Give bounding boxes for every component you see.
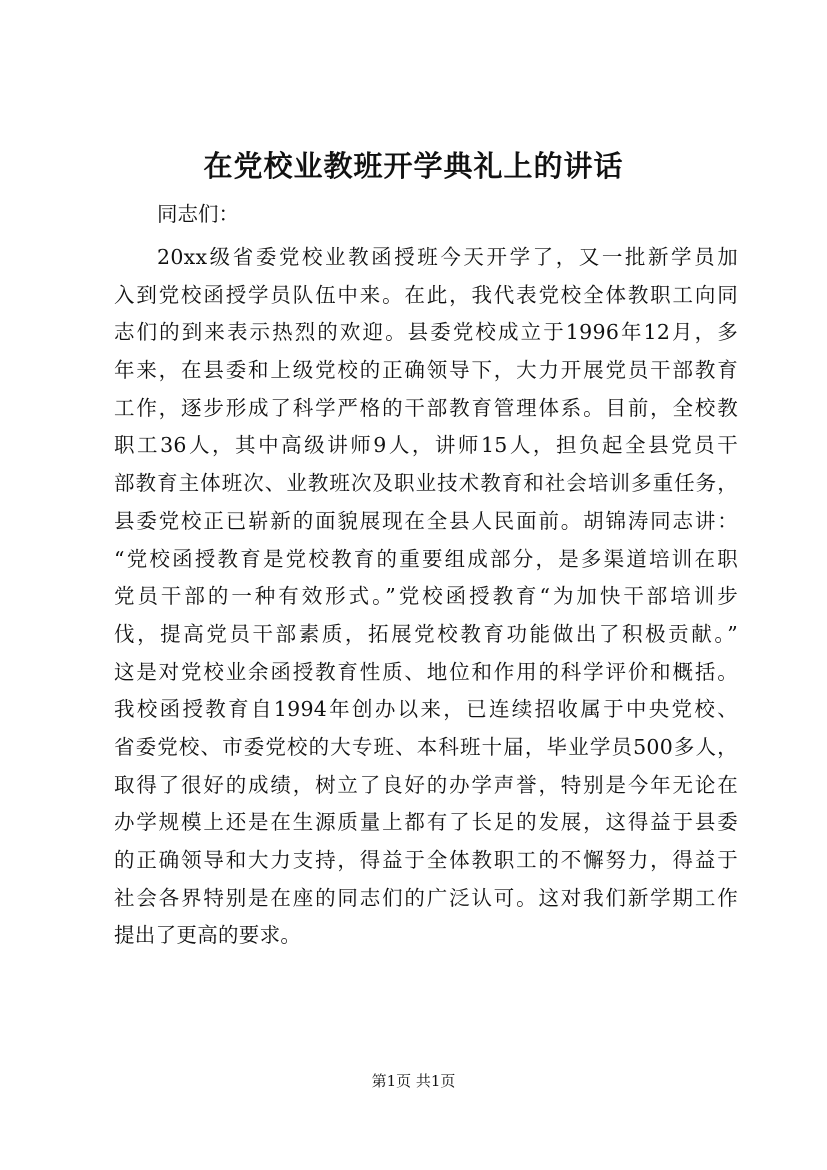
body-line (114, 465, 738, 503)
body-line (114, 842, 738, 880)
body-line-text: 省委党校、市委党校的大专班、本科班十届，毕业学员500多人， (114, 734, 738, 759)
body-line (114, 767, 738, 805)
body-line-text: 的正确领导和大力支持，得益于全体教职工的不懈努力，得益于 (114, 848, 738, 872)
body-line (114, 352, 738, 390)
body-line (114, 427, 738, 465)
body-line (114, 503, 738, 541)
body-line (114, 917, 738, 955)
body-line (114, 277, 738, 315)
body-line (114, 239, 738, 277)
body-line (114, 691, 738, 729)
body-line-text: 取得了很好的成绩，树立了良好的办学声誉，特别是今年无论在 (114, 772, 738, 797)
body-line-text: 伐，提高党员干部素质，拓展党校教育功能做出了积极贡献。” (114, 621, 738, 646)
salutation: 同志们： (157, 202, 239, 226)
body-line-text: 党员干部的一种有效形式。”党校函授教育“为加快干部培训步 (114, 584, 738, 609)
body-line (114, 314, 738, 352)
body-line-text: 这是对党校业余函授教育性质、地位和作用的科学评价和概括。 (114, 659, 738, 684)
body-line-text: 年来，在县委和上级党校的正确领导下，大力开展党员干部教育 (114, 358, 738, 383)
document-title: 在党校业教班开学典礼上的讲话 (203, 149, 624, 183)
body-line-text: 工作，逐步形成了科学严格的干部教育管理体系。目前，全校教 (114, 395, 738, 420)
body-line-text: 职工36人，其中高级讲师9人，讲师15人，担负起全县党员干 (114, 433, 738, 458)
body-line-text: 20xx级省委党校业教函授班今天开学了，又一批新学员加 (157, 245, 738, 269)
body-line (114, 804, 738, 842)
body-text (114, 239, 738, 955)
page-footer: 第1页 共1页 (371, 1072, 456, 1090)
body-line-text: 我校函授教育自1994年创办以来，已连续招收属于中央党校、 (114, 697, 738, 722)
body-line (114, 654, 738, 692)
body-line-text: “党校函授教育是党校教育的重要组成部分，是多渠道培训在职 (114, 546, 738, 571)
body-line-text: 志们的到来表示热烈的欢迎。县委党校成立于1996年12月，多 (114, 320, 738, 345)
body-line (114, 578, 738, 616)
body-line (114, 616, 738, 654)
body-line-text: 入到党校函授学员队伍中来。在此，我代表党校全体教职工向同 (114, 282, 738, 307)
body-line (114, 729, 738, 767)
body-line-text: 提出了更高的要求。 (114, 923, 302, 948)
body-line (114, 880, 738, 918)
body-line-text: 部教育主体班次、业教班次及职业技术教育和社会培训多重任务， (114, 471, 738, 496)
body-line-text: 县委党校正已崭新的面貌展现在全县人民面前。胡锦涛同志讲： (114, 508, 738, 533)
body-line-text: 社会各界特别是在座的同志们的广泛认可。这对我们新学期工作 (114, 885, 738, 910)
body-line-text: 办学规模上还是在生源质量上都有了长足的发展，这得益于县委 (114, 810, 738, 835)
body-line (114, 390, 738, 428)
body-line (114, 541, 738, 579)
